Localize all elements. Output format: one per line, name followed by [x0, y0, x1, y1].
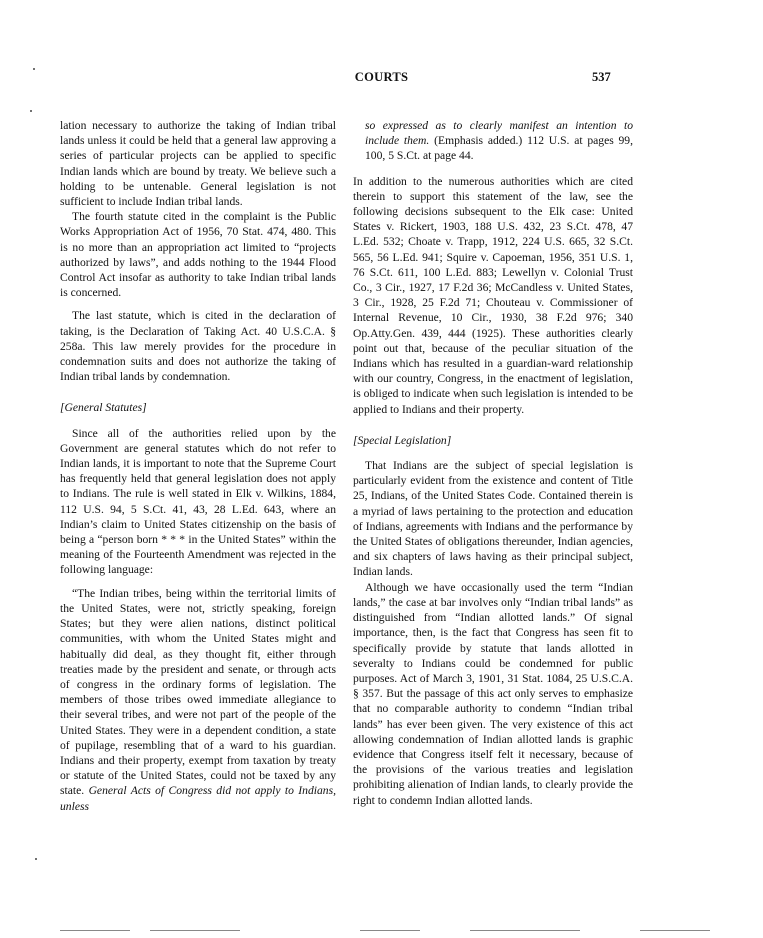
- block-quote-continued: [365, 118, 633, 164]
- emphasis-note: (Emphasis added.): [434, 134, 523, 148]
- footer-rule: [470, 930, 580, 931]
- footer-rule: [360, 930, 420, 931]
- quote-emphasis: so expressed as to clearly manifest an intention to include them.: [365, 119, 633, 148]
- block-quote: [60, 586, 336, 814]
- paragraph: Although we have occasionally used the term “Indian lands,” the case at bar involves only “Indian tribal lands” as distinguished from “Indian allotted lands.” Of signal importance, then, is the fact that Congress has seen fit to specifically provide by statute that lands allotted in severalty to Indians could be condemned for public purposes. Act of March 3, 1901, 31 Stat. 1084, 25 U.S.C.A. § 357. But the passage of this act only serves to emphasize that no comparable authority to condemn “Indian tribal lands” has ever been given. The very existence of this act allowing condemnation of Indian allotted lands is graphic evidence that Congress itself felt it necessary, because of the provisions of the various treaties and legislation prohibiting alienation of Indian lands, to clearly provide the right to condemn Indian allotted lands.: [353, 580, 633, 807]
- quote-text: “The Indian tribes, being within the territorial limits of the United States, were not, strictly speaking, foreign States; but they were alien nations, distinct political communities, with whom the United States might and habitually did deal, as they thought fit, either through treaties made by the president and senate, or through acts of congress in the ordinary forms of legislation. The members of those tribes owed immediate allegiance to their several tribes, and were not part of the people of the United States. They were in a dependent condition, a state of pupilage, resembling that of a ward to his guardian. Indians and their property, exempt from taxation by treaty or statute of the United States, could not be taxed by any state.: [60, 586, 336, 798]
- scan-speck: [30, 110, 32, 112]
- left-column: [60, 118, 336, 814]
- page-number: 537: [592, 70, 611, 84]
- quote-citation: 112 U.S. at pages 99, 100, 5 S.Ct. at page 44.: [365, 134, 633, 163]
- footer-rule: [640, 930, 710, 931]
- footer-rule: [150, 930, 240, 931]
- quote-emphasis: General Acts of Congress did not apply to Indians, unless: [60, 784, 336, 813]
- section-heading: [General Statutes]: [60, 401, 147, 415]
- paragraph: That Indians are the subject of special legislation is particularly evident from the existence and content of Title 25, Indians, of the United States Code. Contained therein is a myriad of laws pertaining to the protection and education of Indians, agreements with Indians and the performance by the United States of obligations thereunder, Indian agencies, and six chapters of laws having as their principal subject, Indian lands.: [353, 459, 633, 579]
- scan-speck: [35, 858, 37, 860]
- section-heading: [Special Legislation]: [353, 433, 452, 447]
- scan-speck: [33, 68, 35, 70]
- paragraph: The fourth statute cited in the complaint is the Public Works Appropriation Act of 1956, 70 Stat. 474, 480. This is no more than an appropriation act limited to “projects authorized by laws”, and adds nothing to the 1944 Flood Control Act insofar as authority to take Indian tribal lands is concerned.: [60, 210, 336, 300]
- paragraph: lation necessary to authorize the taking of Indian tribal lands unless it could be held that a general law approving a series of particular projects can be applied to specific Indian lands which are bound by treaty. We believe such a holding to be untenable. General legislation is not sufficient to include Indian tribal lands.: [60, 119, 336, 209]
- right-column: [353, 118, 633, 808]
- paragraph: Since all of the authorities relied upon by the Government are general statutes which do not refer to Indian lands, it is important to note that the Supreme Court has frequently held that general legislation does not apply to Indians. The rule is well stated in Elk v. Wilkins, 1884, 112 U.S. 94, 5 S.Ct. 41, 43, 28 L.Ed. 643, where an Indian’s claim to United States citizenship on the basis of being a “person born * * * in the United States” within the meaning of the Fourteenth Amendment was rejected in the following language:: [60, 426, 336, 577]
- running-header: COURTS: [354, 70, 409, 84]
- paragraph: In addition to the numerous authorities which are cited therein to support this statement of the law, see the following decisions subsequent to the Elk case: United States v. Rickert, 1903, 188 U.S. 432, 23 S.Ct. 478, 47 L.Ed. 532; Choate v. Trapp, 1912, 224 U.S. 665, 32 S.Ct. 565, 56 L.Ed. 941; Squire v. Capoeman, 1956, 351 U.S. 1, 76 S.Ct. 611, 100 L.Ed. 883; Lewellyn v. Colonial Trust Co., 3 Cir., 1927, 17 F.2d 36; McCandless v. United States, 3 Cir., 1928, 25 F.2d 71; Chouteau v. Commissioner of Internal Revenue, 10 Cir., 1930, 38 F.2d 976; 340 Op.Atty.Gen. 439, 444 (1925). These authorities clearly point out that, because of the peculiar situation of the Indians which has resulted in a guardian-ward relationship with our country, Congress, in the enactment of legislation, is obliged to indicate when such legislation is intended to be applied to Indians and their property.: [353, 174, 633, 416]
- footer-rule: [60, 930, 130, 931]
- paragraph: The last statute, which is cited in the declaration of taking, is the Declaration of Taking Act. 40 U.S.C.A. § 258a. This law merely provides for the procedure in condemnation suits and does not authorize the taking of Indian tribal lands by condemnation.: [60, 309, 336, 384]
